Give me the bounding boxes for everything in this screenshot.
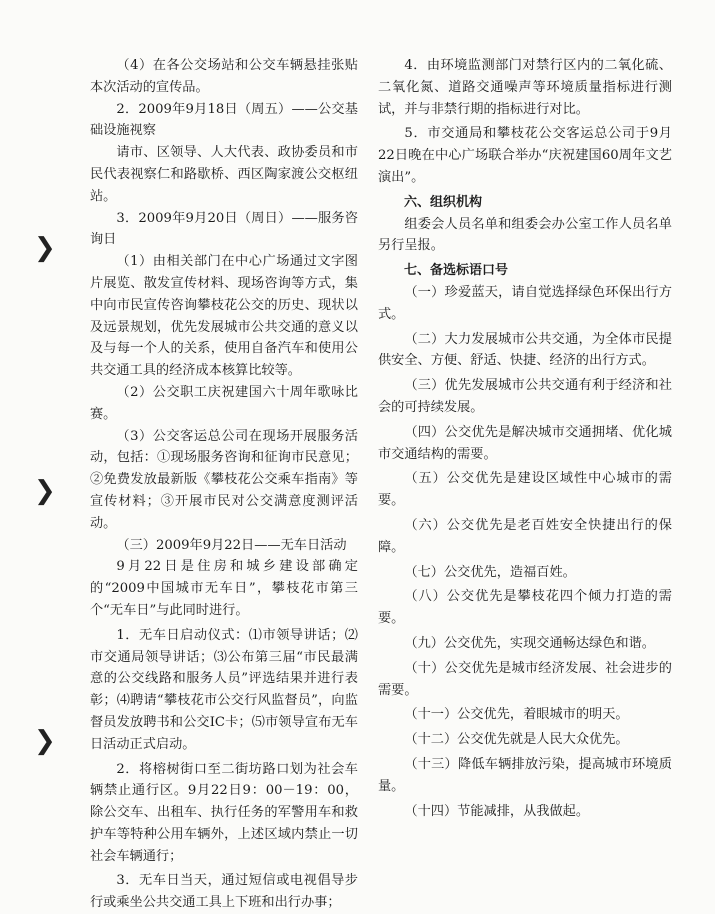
section-heading: 2．2009年9月18日（周五）——公交基础设施视察: [90, 101, 358, 139]
binding-hole-mark: ❯: [34, 726, 56, 756]
right-column: [378, 55, 672, 822]
paragraph: 5．市交通局和攀枝花公交客运总公司于9月22日晚在中心广场联合举办“庆祝建国60周年文艺演出”。: [378, 126, 672, 185]
slogan-item: （二）大力发展城市公共交通，为全体市民提供安全、方便、舒适、快捷、经济的出行方式。: [378, 331, 672, 369]
paragraph: （4）在各公交场站和公交车辆悬挂张贴本次活动的宣传品。: [90, 58, 358, 95]
slogan-item: （十）公交优先是城市经济发展、社会进步的需要。: [378, 660, 672, 698]
slogan-item: （十二）公交优先就是人民大众优先。: [404, 732, 629, 748]
binding-hole-mark: ❯: [34, 233, 56, 263]
slogan-item: （一）珍爱蓝天，请自觉选择绿色环保出行方式。: [378, 284, 672, 322]
slogan-item: （六）公交优先是老百姓安全快捷出行的保障。: [378, 517, 672, 555]
paragraph: 组委会人员名单和组委会办公室工作人员名单另行呈报。: [378, 216, 672, 254]
slogan-item: （五）公交优先是建设区域性中心城市的需要。: [378, 471, 672, 509]
section-heading: 七、备选标语口号: [404, 263, 509, 279]
slogan-item: （十四）节能减排，从我做起。: [404, 803, 590, 819]
paragraph: 3．无车日当天，通过短信或电视倡导步行或乘坐公共交通工具上下班和出行办事；: [90, 873, 358, 911]
slogan-item: （十一）公交优先，着眼城市的明天。: [404, 707, 629, 723]
section-heading: （三）2009年9月22日——无车日活动: [116, 537, 347, 553]
section-heading: 六、组织机构: [404, 194, 483, 210]
paragraph: 1．无车日启动仪式：⑴市领导讲话；⑵市交通局领导讲话；⑶公布第三届“市民最满意的公交线路和服务人员”评选结果并进行表彰；⑷聘请“攀枝花市公交行风监督员”，向监督员发放聘书和公交IC卡；⑸市领导宣布无车日活动正式启动。: [90, 627, 358, 752]
section-heading: 3．2009年9月20日（周日）——服务咨询日: [90, 210, 358, 248]
paragraph: 9月22日是住房和城乡建设部确定的“2009中国城市无车日”，攀枝花市第三个“无车日”与此同时进行。: [90, 559, 358, 618]
slogan-item: （七）公交优先，造福百姓。: [404, 564, 576, 580]
paragraph: （3）公交客运总公司在现场开展服务活动，包括：①现场服务咨询和征询市民意见；②免费发放最新版《攀枝花公交乘车指南》等宣传材料；③开展市民对公交满意度测评活动。: [90, 428, 358, 531]
slogan-item: （八）公交优先是攀枝花四个倾力打造的需要。: [378, 589, 672, 627]
paragraph: 请市、区领导、人大代表、政协委员和市民代表视察仁和路歇桥、西区陶家渡公交枢纽站。: [90, 145, 358, 204]
slogan-item: （三）优先发展城市公共交通有利于经济和社会的可持续发展。: [378, 378, 672, 415]
paragraph: （1）由相关部门在中心广场通过文字图片展览、散发宣传材料、现场咨询等方式，集中向市民宣传咨询攀枝花公交的历史、现状以及远景规划，优先发展城市公共交通的意义以及与每一个人的关系，使用自备汽车和使用公共交通工具的经济成本核算比较等。: [90, 254, 358, 379]
slogan-item: （十三）降低车辆排放污染，提高城市环境质量。: [378, 756, 672, 794]
slogan-item: （四）公交优先是解决城市交通拥堵、优化城市交通结构的需要。: [378, 424, 672, 462]
binding-hole-mark: ❯: [34, 476, 56, 506]
paragraph: 2．将榕树街口至二街坊路口划为社会车辆禁止通行区。9月22日9：00－19：00，除公交车、出租车、执行任务的军警用车和救护车等特种公用车辆外，上述区域内禁止一切社会车辆通行；: [90, 761, 358, 864]
paragraph: 4．由环境监测部门对禁行区内的二氧化硫、二氧化氮、道路交通噪声等环境质量指标进行测试，并与非禁行期的指标进行对比。: [378, 58, 672, 117]
left-column: [90, 55, 358, 914]
paragraph: （2）公交职工庆祝建国六十周年歌咏比赛。: [90, 384, 358, 422]
slogan-item: （九）公交优先，实现交通畅达绿色和谐。: [404, 635, 655, 651]
